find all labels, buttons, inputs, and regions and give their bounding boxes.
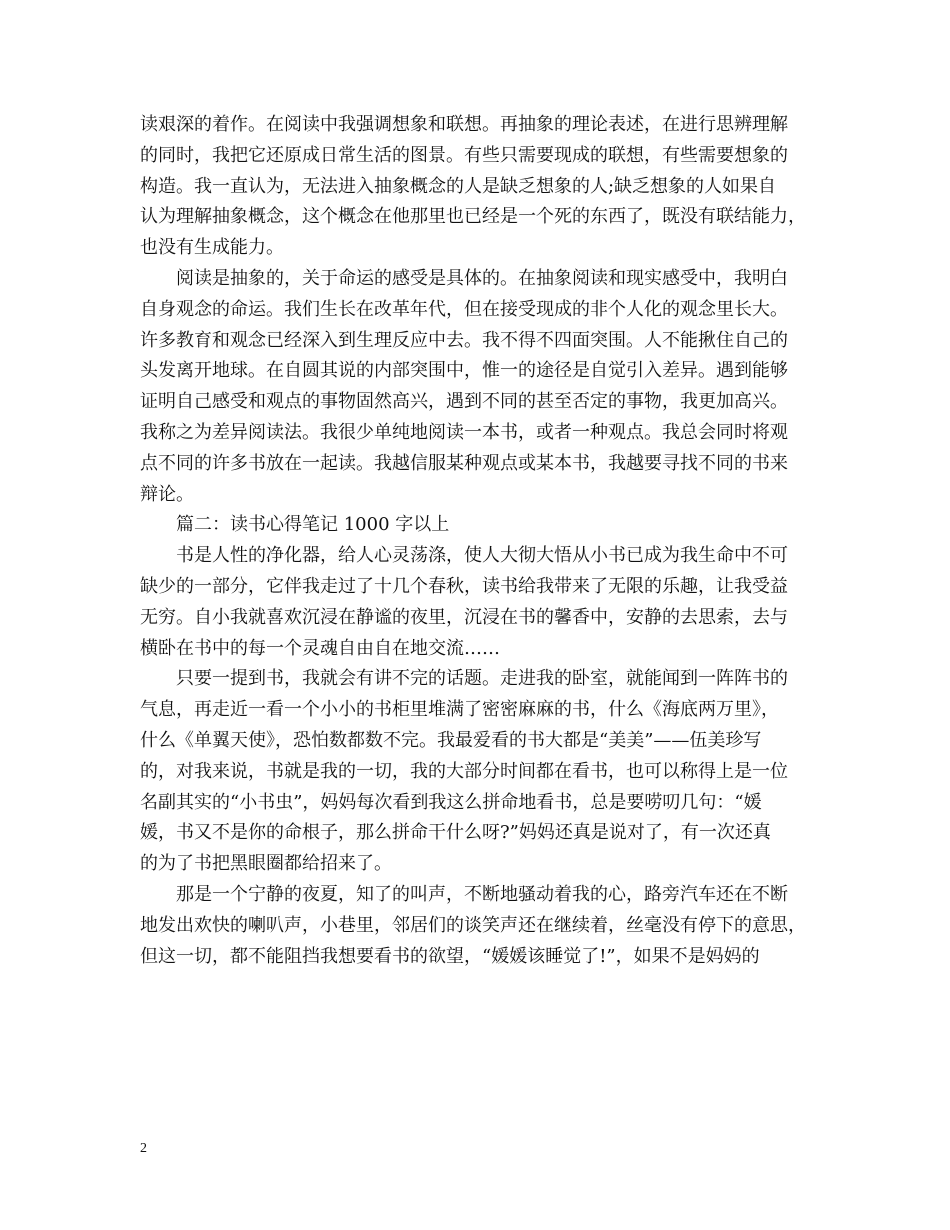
paragraph [140,110,812,264]
text-line: 的同时，我把它还原成日常生活的图景。有些只需要现成的联想，有些需要想象的 [140,144,788,166]
text-line: 也没有生成能力。 [140,237,284,259]
text-line: 我称之为差异阅读法。我很少单纯地阅读一本书，或者一种观点。我总会同时将观 [140,421,788,443]
text-line: 只要一提到书，我就会有讲不完的话题。走进我的卧室，就能闻到一阵阵书的 [176,668,788,690]
document-body [140,110,812,972]
text-line: 无穷。自小我就喜欢沉浸在静谧的夜里，沉浸在书的馨香中，安静的去思索，去与 [140,606,788,628]
text-line: 许多教育和观念已经深入到生理反应中去。我不得不四面突围。人不能揪住自己的 [140,329,788,351]
text-line: 点不同的许多书放在一起读。我越信服某种观点或某本书，我越要寻找不同的书来 [140,452,788,474]
text-line: 气息，再走近一看一个小小的书柜里堆满了密密麻麻的书，什么《海底两万里》， [140,699,779,721]
paragraph [140,541,812,664]
text-line: 那是一个宁静的夜夏，知了的叫声，不断地骚动着我的心，路旁汽车还在不断 [176,883,788,905]
paragraph [140,880,812,972]
text-line: 地发出欢快的喇叭声，小巷里，邻居们的谈笑声还在继续着，丝毫没有停下的意思， [140,914,806,936]
text-line: 名副其实的“小书虫”，妈妈每次看到我这么拼命地看书，总是要唠叨几句：“媛 [140,791,762,813]
page-number: 2 [140,1141,147,1156]
text-line: 阅读是抽象的，关于命运的感受是具体的。在抽象阅读和现实感受中，我明白 [176,267,788,289]
text-line: 篇二：读书心得笔记 1000 字以上 [176,514,450,536]
text-line: 辩论。 [140,483,194,505]
text-line: 什么《单翼天使》，恐怕数都数不完。我最爱看的书大都是“美美”——伍美珍写 [140,729,762,751]
text-line: 横卧在书中的每一个灵魂自由自在地交流…… [140,637,500,659]
text-line: 认为理解抽象概念，这个概念在他那里也已经是一个死的东西了，既没有联结能力， [140,206,806,228]
text-line: 自身观念的命运。我们生长在改革年代，但在接受现成的非个人化的观念里长大。 [140,298,788,320]
text-line: 的为了书把黑眼圈都给招来了。 [140,853,392,875]
text-line: 但这一切，都不能阻挡我想要看书的欲望，“媛媛该睡觉了!”，如果不是妈妈的 [140,945,760,967]
text-line: 书是人性的净化器，给人心灵荡涤，使人大彻大悟从小书已成为我生命中不可 [176,545,788,567]
text-line: 头发离开地球。在自圆其说的内部突围中，惟一的途径是自觉引入差异。遇到能够 [140,360,788,382]
paragraph [140,664,812,880]
text-line: 证明自己感受和观点的事物固然高兴，遇到不同的甚至否定的事物，我更加高兴。 [140,391,788,413]
paragraph [140,264,812,510]
text-line: 的，对我来说，书就是我的一切，我的大部分时间都在看书，也可以称得上是一位 [140,760,788,782]
text-line: 读艰深的着作。在阅读中我强调想象和联想。再抽象的理论表述，在进行思辨理解 [140,114,788,135]
paragraph [140,510,812,541]
text-line: 媛，书又不是你的命根子，那么拼命干什么呀?”妈妈还真是说对了，有一次还真 [140,822,771,844]
text-line: 构造。我一直认为，无法进入抽象概念的人是缺乏想象的人;缺乏想象的人如果自 [140,175,777,197]
text-line: 缺少的一部分，它伴我走过了十几个春秋，读书给我带来了无限的乐趣，让我受益 [140,575,788,597]
